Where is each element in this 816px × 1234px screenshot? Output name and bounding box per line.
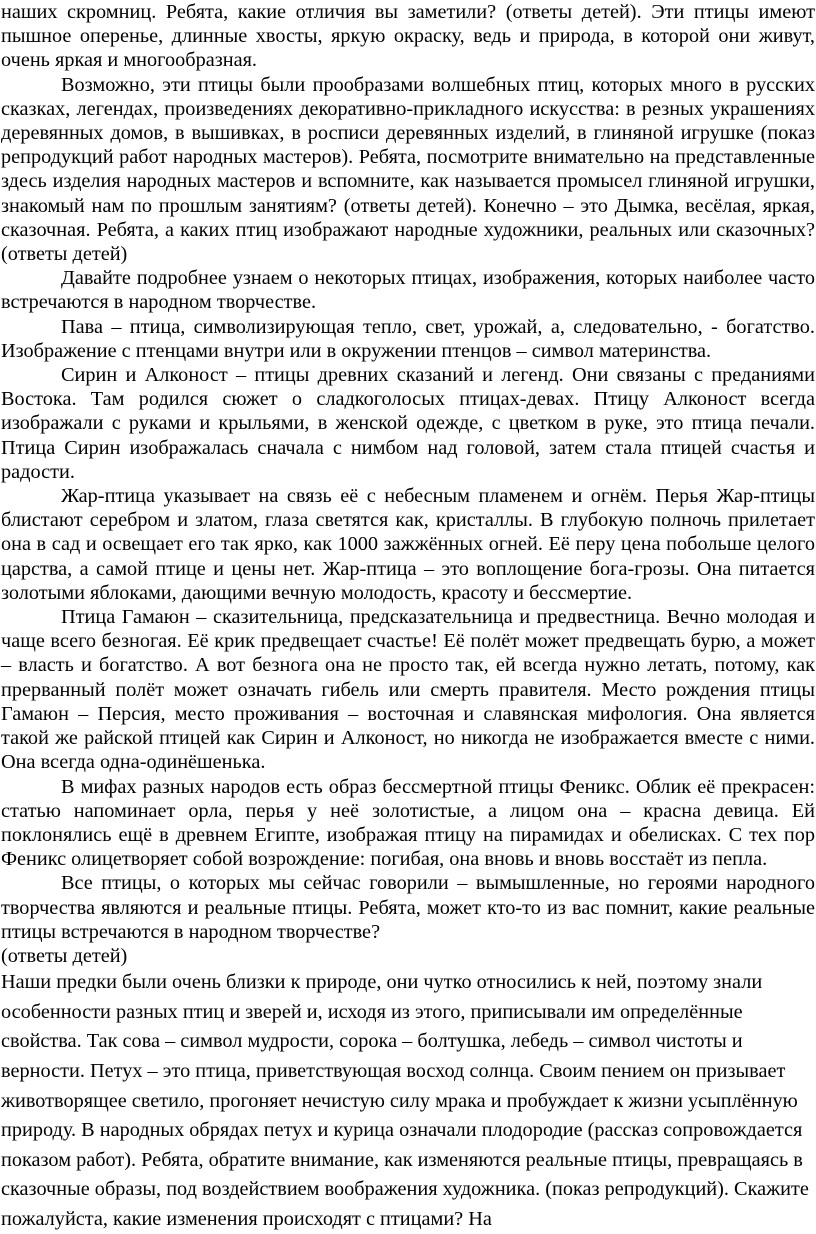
paragraph-magic-birds: Возможно, эти птицы были прообразами волшебных птиц, которых много в русских сказках, легендах, произведениях декоративно-прикладного искусства: в резных украшениях деревянных домов, в вышивках, в росписи деревянных изделий, в глиняной игрушке (показ репродукций работ народных мастеров). Ребята, посмотрите внимательно на представленные здесь изделия народных мастеров и вспомните, как называется промысел глиняной игрушки, знакомый нам по прошлым занятиям? (ответы детей). Конечно – это Дымка, весёлая, яркая, сказочная. Ребята, а каких птиц изображают народные художники, реальных или сказочных? (ответы детей) xyxy=(1,73,815,266)
paragraph-children-answers: (ответы детей) xyxy=(1,944,128,967)
paragraph-sirin-alkonost: Сирин и Алконост – птицы древних сказаний и легенд. Они связаны с преданиями Востока. Там родился сюжет о сладкоголосых птицах-девах. Птицу Алконост всегда изображали с руками и крыльями, в женской одежде, с цветком в руке, это птица печали. Птица Сирин изображалась сначала с нимбом над головой, затем стала птицей счастья и радости. xyxy=(1,364,815,483)
paragraph-firebird: Жар-птица указывает на связь её с небесным пламенем и огнём. Перья Жар-птицы блистают серебром и златом, глаза светятся как, кристаллы. В глубокую полночь прилетает она в сад и освещает его так ярко, как 1000 зажжённых огней. Её перу цена побольше целого царства, а самой птице и цены нет. Жар-птица – это воплощение бога-грозы. Она питается золотыми яблоками, дающими вечную молодость, красоту и бессмертие. xyxy=(1,485,815,604)
paragraph-folk-birds: Давайте подробнее узнаем о некоторых птицах, изображения, которых наиболее часто встречаются в народном творчестве. xyxy=(1,267,815,314)
paragraph-pava: Пава – птица, символизирующая тепло, свет, урожай, а, следовательно, - богатство. Изображение с птенцами внутри или в окружении птенцов – символ материнства. xyxy=(1,315,815,362)
paragraph-gamayun: Птица Гамаюн – сказительница, предсказательница и предвестница. Вечно молодая и чаще всего безногая. Её крик предвещает счастье! Её полёт может предвещать бурю, а может – власть и богатство. А вот безнога она не просто так, ей всегда нужно летать, потому, как прерванный полёт может означать гибель или смерть правителя. Место рождения птицы Гамаюн – Персия, место проживания – восточная и славянская мифология. Она является такой же райской птицей как Сирин и Алконост, но никогда не изображается вместе с ними. Она всегда одна-одинёшенька. xyxy=(1,606,815,774)
paragraph-real-birds: Все птицы, о которых мы сейчас говорили – вымышленные, но героями народного творчества являются и реальные птицы. Ребята, может кто-то из вас помнит, какие реальные птицы встречаются в народном творчестве? xyxy=(1,872,815,943)
paragraph-ancestors: Наши предки были очень близки к природе, они чутко относились к ней, поэтому знали особенности разных птиц и зверей и, исходя из этого, приписывали им определённые свойства. Так сова – символ мудрости, сорока – болтушка, лебедь – символ чистоты и верности. Петух – это птица, приветствующая восход солнца. Своим пением он призывает животворящее светило, прогоняет нечистую силу мрака и пробуждает к жизни усыплённую природу. В народных обрядах петух и курица означали плодородие (рассказ сопровождается показом работ). Ребята, обратите внимание, как изменяются реальные птицы, превращаясь в сказочные образы, под воздействием воображения художника. (показ репродукций). Скажите пожалуйста, какие изменения происходят с птицами? На xyxy=(1,971,809,1230)
paragraph-intro: наших скромниц. Ребята, какие отличия вы заметили? (ответы детей). Эти птицы имеют пышное оперенье, длинные хвосты, яркую окраску, ведь и природа, в которой они живут, очень яркая и многообразная. xyxy=(1,1,815,72)
paragraph-phoenix: В мифах разных народов есть образ бессмертной птицы Феникс. Облик её прекрасен: статью напоминает орла, перья у неё золотистые, а лицом она – красна девица. Ей поклонялись ещё в древнем Египте, изображая птицу на пирамидах и обелисках. С тех пор Феникс олицетворяет собой возрождение: погибая, она вновь и вновь восстаёт из пепла. xyxy=(1,775,815,871)
